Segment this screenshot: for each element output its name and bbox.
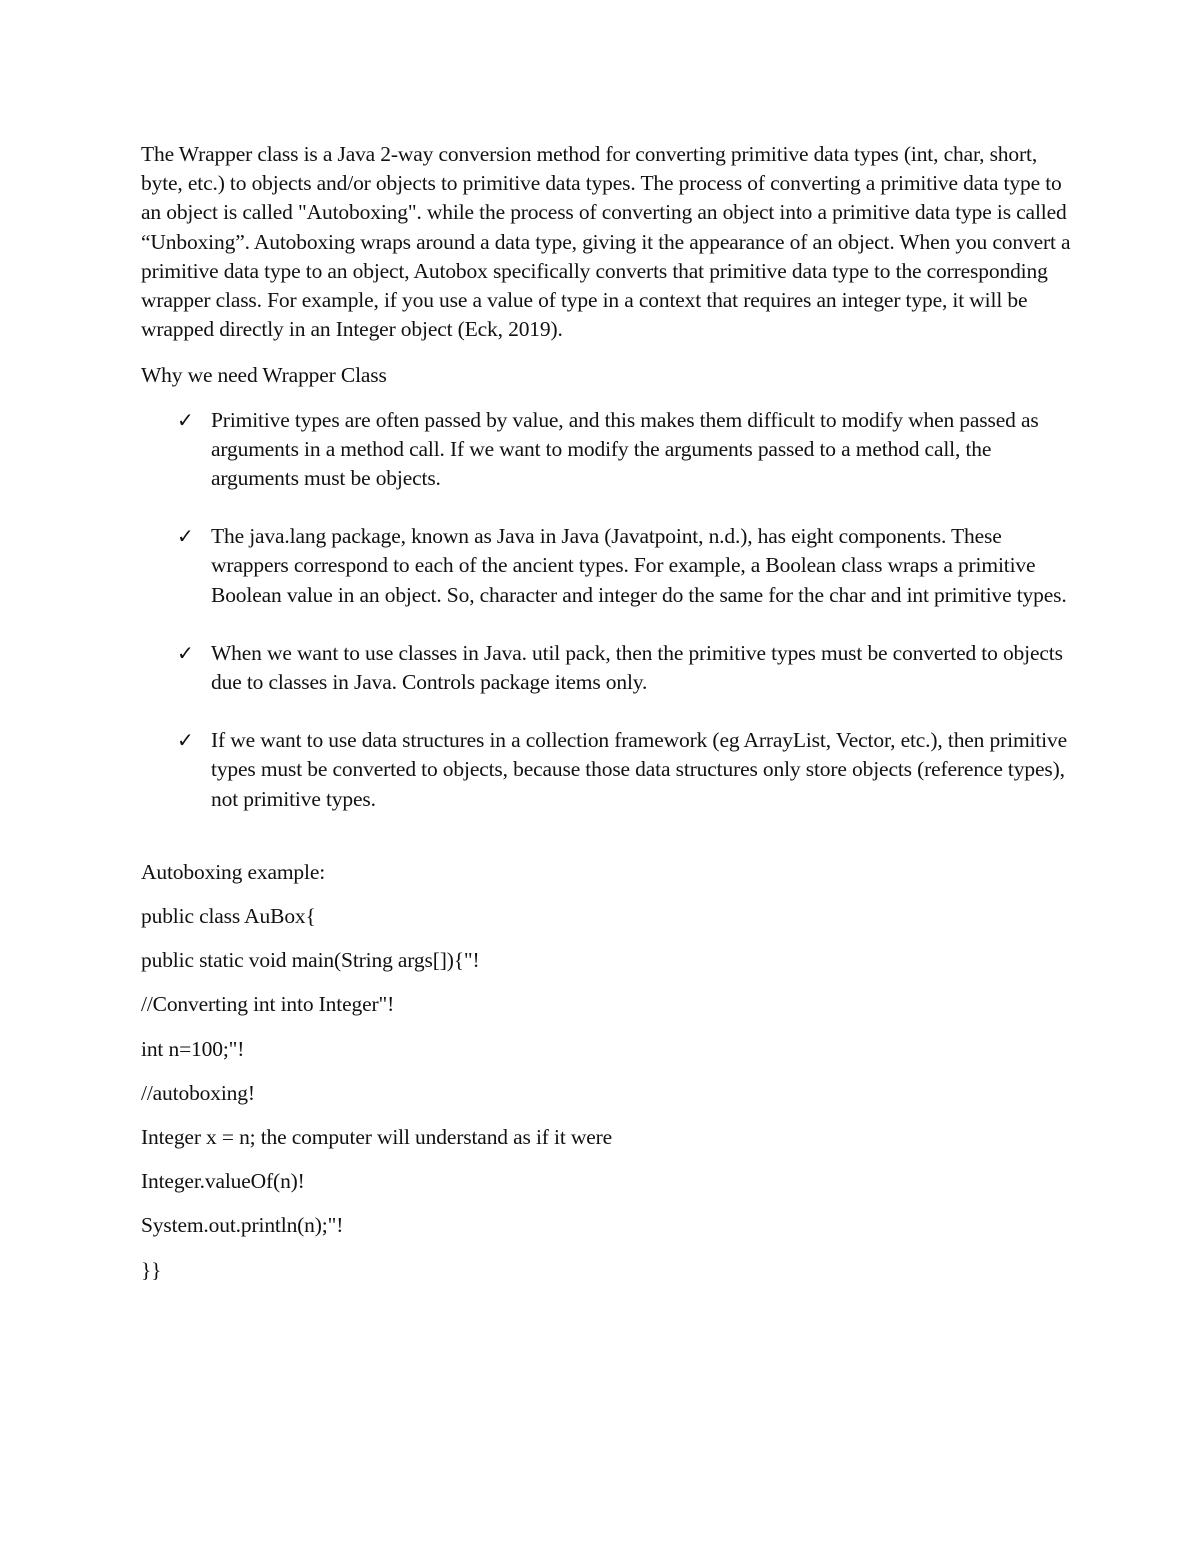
code-line: //autoboxing! (141, 1080, 255, 1105)
list-item-text: Primitive types are often passed by value, and this makes them difficult to modify when passed as arguments in a method call. If we want to modify the arguments passed to a method call, the arguments must be objects. (211, 407, 1039, 491)
reasons-list (141, 406, 1071, 814)
checkmark-icon: ✓ (177, 640, 194, 665)
list-item-text: The java.lang package, known as Java in Java (Javatpoint, n.d.), has eight components. These wrappers correspond to each of the ancient types. For example, a Boolean class wraps a primitive Boolean value in an object. So, character and integer do the same for the char and int primitive types. (211, 524, 1067, 607)
document-body (141, 140, 1071, 1285)
why-heading: Why we need Wrapper Class (141, 363, 387, 388)
list-item (141, 726, 1071, 814)
list-item (141, 406, 1071, 494)
code-line: System.out.println(n);"! (141, 1213, 344, 1238)
code-line: }} (141, 1257, 162, 1282)
list-item (141, 522, 1071, 610)
list-item-text: If we want to use data structures in a collection framework (eg ArrayList, Vector, etc.), then primitive types must be converted to objects, because those data structures only store objects (reference types), not primitive types. (211, 728, 1067, 811)
list-item (141, 639, 1071, 697)
list-item-text: When we want to use classes in Java. util pack, then the primitive types must be converted to objects due to classes in Java. Controls package items only. (211, 640, 1063, 695)
code-line: Integer.valueOf(n)! (141, 1169, 305, 1194)
checkmark-icon: ✓ (177, 407, 194, 432)
code-line: Integer x = n; the computer will understand as if it were (141, 1125, 613, 1150)
checkmark-icon: ✓ (177, 728, 194, 753)
checkmark-icon: ✓ (177, 524, 194, 549)
code-line: //Converting int into Integer"! (141, 992, 395, 1017)
example-title: Autoboxing example: (141, 859, 326, 884)
intro-paragraph: The Wrapper class is a Java 2-way conversion method for converting primitive data types (int, char, short, byte, etc.) to objects and/or objects to primitive data types. The process of converting a primitive data type to an object is called "Autoboxing". while the process of converting an object into a primitive data type is called “Unboxing”. Autoboxing wraps around a data type, giving it the appearance of an object. When you convert a primitive data type to an object, Autobox specifically converts that primitive data type to the corresponding wrapper class. For example, if you use a value of type in a context that requires an integer type, it will be wrapped directly in an Integer object (Eck, 2019). (141, 142, 1071, 342)
code-line: int n=100;"! (141, 1036, 245, 1061)
code-example (141, 902, 1071, 1285)
code-line: public static void main(String args[]){"! (141, 948, 480, 973)
code-line: public class AuBox{ (141, 904, 316, 929)
